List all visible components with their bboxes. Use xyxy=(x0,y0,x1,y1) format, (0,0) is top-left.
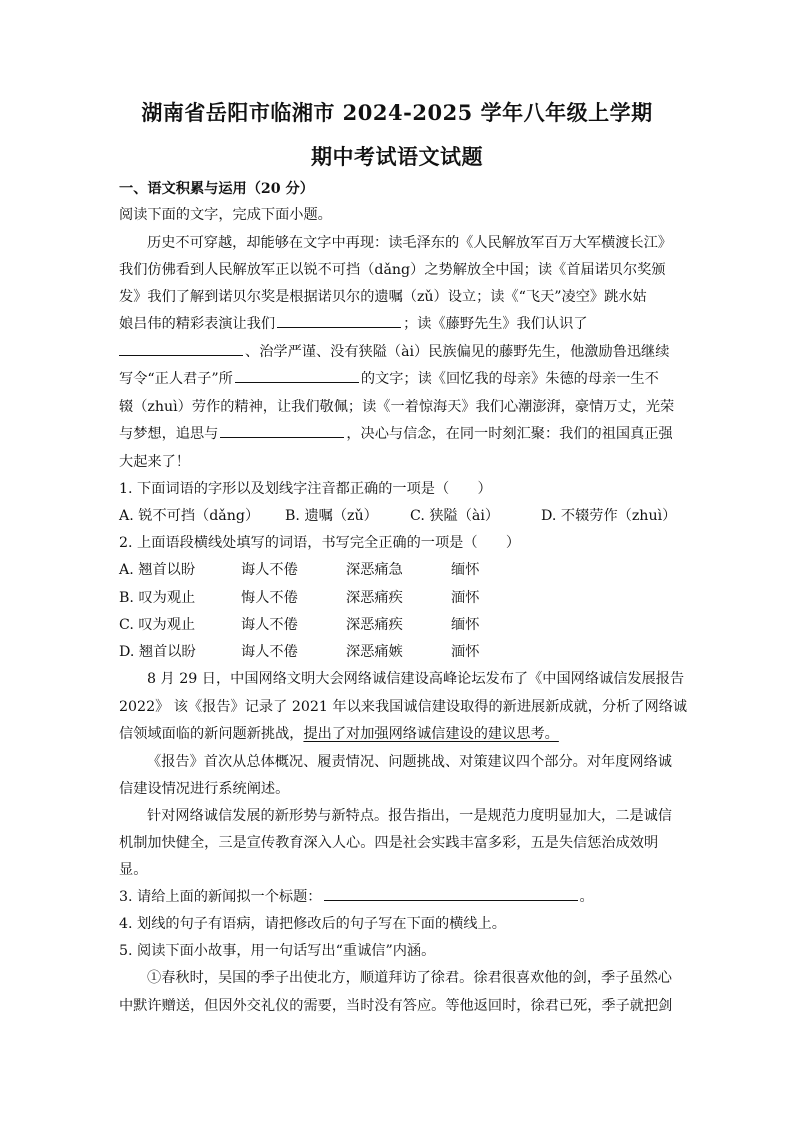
q2-option-c-word: 深恶痛疾 xyxy=(346,617,403,633)
passage-text: 、治学严谨、没有狭隘（ài）民族偏见的藤野先生，他激励鲁迅继续 xyxy=(245,344,670,360)
reading-instruction: 阅读下面的文字，完成下面小题。 xyxy=(119,207,332,223)
passage-text: 的文字；读《回忆我的母亲》朱德的母亲一生不 xyxy=(360,371,659,387)
q2-option-c-label[interactable]: C. 叹为观止 xyxy=(119,617,196,633)
section-heading: 一、语文积累与运用（20 分） xyxy=(119,181,314,197)
question-5: 5. 阅读下面小故事，用一句话写出“重诚信”内涵。 xyxy=(119,943,436,959)
news-line: 信建设情况进行系统阐述。 xyxy=(119,781,290,797)
passage-text: 娘吕伟的精彩表演让我们 xyxy=(119,316,276,332)
q1-option-d[interactable]: D. 不辍劳作（zhuì） xyxy=(541,508,677,524)
passage-line: 大起来了！ xyxy=(119,454,190,470)
news-line: 《报告》首次从总体概况、履责情况、问题挑战、对策建议四个部分。对年度网络诚 xyxy=(147,754,672,770)
news-line: 8 月 29 日，中国网络文明大会网络诚信建设高峰论坛发布了《中国网络诚信发展报告 xyxy=(147,671,685,687)
question-2-stem: 2. 上面语段横线处填写的词语，书写完全正确的一项是（ ） xyxy=(119,535,521,551)
question-4: 4. 划线的句子有语病，请把修改后的句子写在下面的横线上。 xyxy=(119,916,506,932)
news-text: 信领域面临的新问题新挑战， xyxy=(119,726,304,742)
news-line: 针对网络诚信发展的新形势与新特点。报告指出，一是规范力度明显加大，二是诚信 xyxy=(147,808,672,824)
fill-blank-2[interactable] xyxy=(119,341,243,356)
news-line: 2022》 该《报告》记录了 2021 年以来我国诚信建设取得的新进展新成就，分析了网络诚 xyxy=(119,699,688,715)
news-line: 显。 xyxy=(119,862,148,878)
q2-option-c-word: 缅怀 xyxy=(451,617,480,633)
passage-line: 历史不可穿越，却能够在文字中再现：读毛泽东的《人民解放军百万大军横渡长江》 xyxy=(147,235,672,251)
news-line: 机制加快健全，三是宣传教育深入人心。四是社会实践丰富多彩，五是失信惩治成效明 xyxy=(119,835,659,851)
passage-line xyxy=(119,421,673,448)
q2-option-b-word: 悔人不倦 xyxy=(241,590,298,606)
q2-option-a-word: 诲人不倦 xyxy=(241,562,298,578)
news-line xyxy=(119,721,559,748)
question-1-stem: 1. 下面词语的字形以及划线字注音都正确的一项是（ ） xyxy=(119,481,492,497)
question-3-stem: 3. 请给上面的新闻拟一个标题： xyxy=(119,889,322,905)
fill-blank-3[interactable] xyxy=(235,368,359,383)
passage-line: 我们仿佛看到人民解放军正以锐不可挡（dǎng）之势解放全中国；读《首届诺贝尔奖颁 xyxy=(119,262,666,278)
q2-option-c-word: 诲人不倦 xyxy=(241,617,298,633)
q2-option-d-word: 深恶痛嫉 xyxy=(346,644,403,660)
q2-option-d-word: 诲人不倦 xyxy=(241,644,298,660)
passage-text: 写令“正人君子”所 xyxy=(119,371,233,387)
q2-option-d-label[interactable]: D. 翘首以盼 xyxy=(119,644,196,660)
answer-blank-q3[interactable] xyxy=(324,886,578,901)
q2-option-d-word: 湎怀 xyxy=(451,644,480,660)
q1-option-a[interactable]: A. 锐不可挡（dǎng） xyxy=(119,508,260,524)
passage-line: 发》我们了解到诺贝尔奖是根据诺贝尔的遗嘱（zǔ）设立；读《“飞天”凌空》跳水姑 xyxy=(119,289,647,305)
passage-text: ，决心与信念，在同一时刻汇聚：我们的祖国真正强 xyxy=(346,426,673,442)
passage-text: ；读《藤野先生》我们认识了 xyxy=(403,316,588,332)
q1-option-c[interactable]: C. 狭隘（ài） xyxy=(410,508,500,524)
q2-option-a-word: 深恶痛急 xyxy=(346,562,403,578)
q2-option-b-word: 深恶痛疾 xyxy=(346,590,403,606)
q1-option-b[interactable]: B. 遗嘱（zǔ） xyxy=(285,508,378,524)
fill-blank-4[interactable] xyxy=(220,423,344,438)
q2-option-a-label[interactable]: A. 翘首以盼 xyxy=(119,562,196,578)
question-3-end: 。 xyxy=(579,889,594,905)
underlined-sentence: 提出了对加强网络诚信建设的建议思考。 xyxy=(303,726,559,742)
story-line: ①春秋时，吴国的季子出使北方，顺道拜访了徐君。徐君很喜欢他的剑，季子虽然心 xyxy=(147,970,672,986)
q2-option-a-word: 缅怀 xyxy=(451,562,480,578)
fill-blank-1[interactable] xyxy=(277,313,401,328)
exam-title-line-1: 湖南省岳阳市临湘市 2024-2025 学年八年级上学期 xyxy=(141,100,653,125)
passage-line xyxy=(119,366,659,393)
passage-line xyxy=(119,311,588,338)
passage-line xyxy=(119,339,669,366)
q2-option-b-word: 湎怀 xyxy=(451,590,480,606)
story-line: 中默许赠送，但因外交礼仪的需要，当时没有答应。等他返回时，徐君已死，季子就把剑 xyxy=(119,998,673,1014)
q2-option-b-label[interactable]: B. 叹为观止 xyxy=(119,590,196,606)
question-3 xyxy=(119,884,594,911)
exam-title-line-2: 期中考试语文试题 xyxy=(311,144,483,169)
passage-text: 与梦想，追思与 xyxy=(119,426,219,442)
passage-line: 辍（zhuì）劳作的精神，让我们敬佩；读《一着惊海天》我们心潮澎湃，豪情万丈，光荣 xyxy=(119,399,675,415)
